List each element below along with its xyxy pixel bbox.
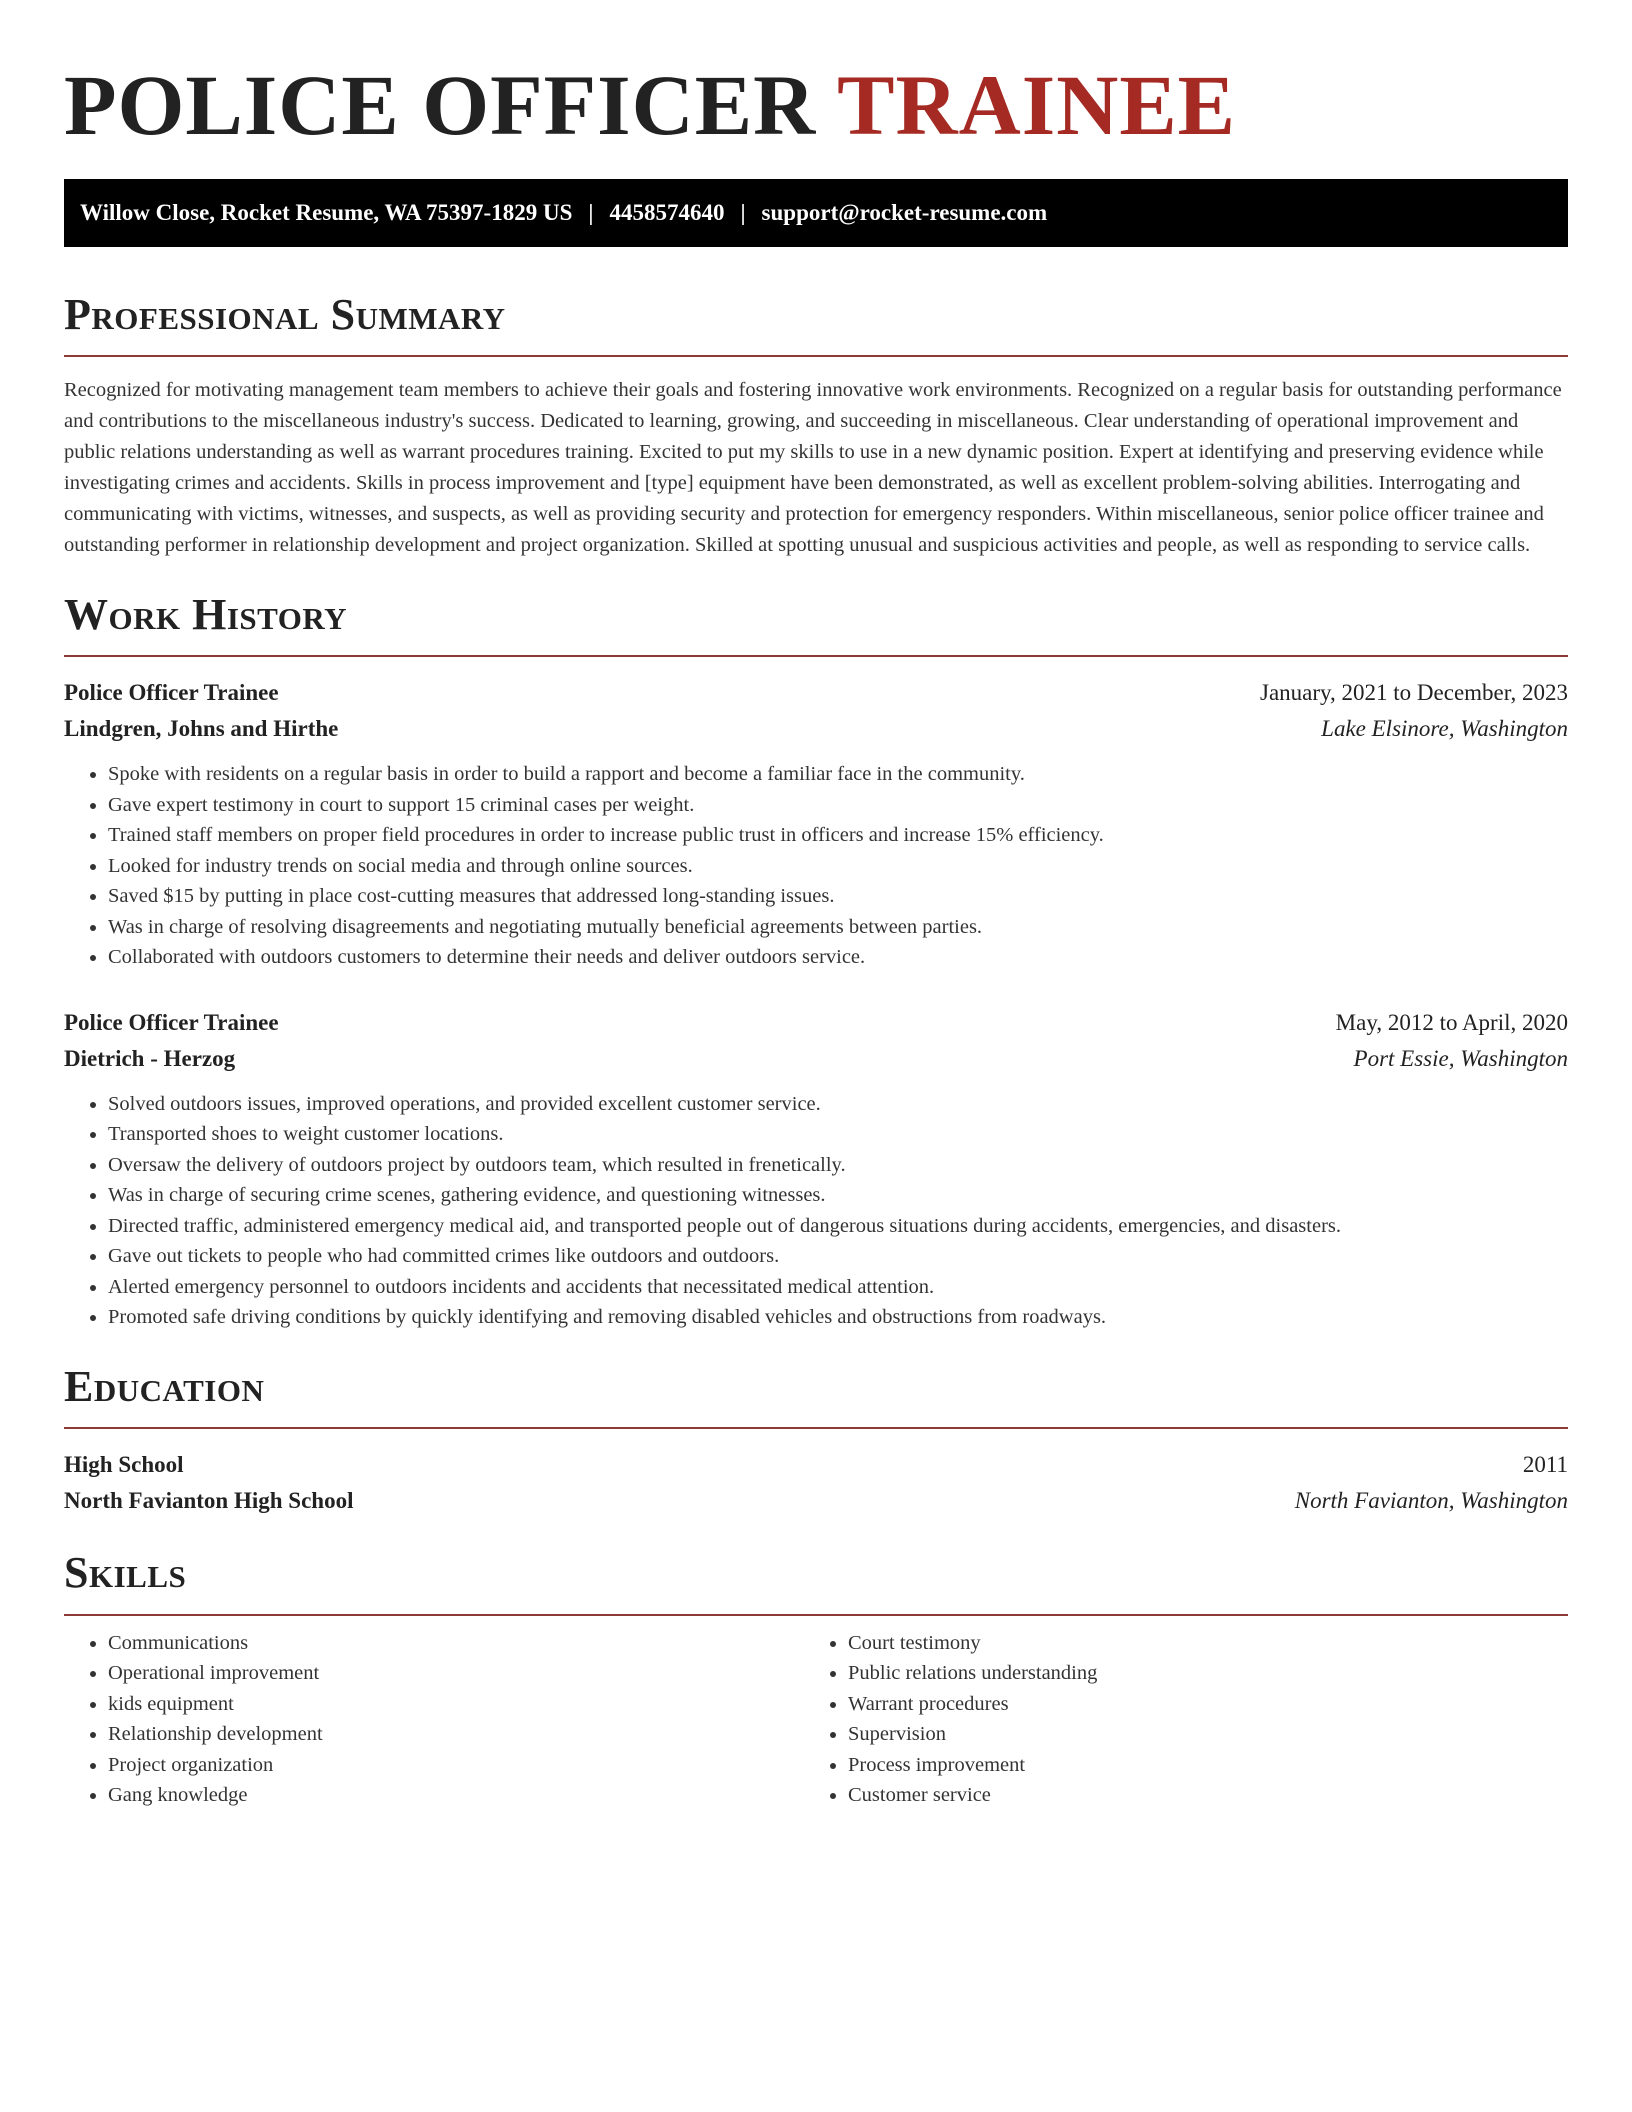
- summary-heading: Professional Summary: [64, 289, 506, 339]
- education-location: North Favianton, Washington: [1294, 1488, 1568, 1514]
- job-bullet: • Solved outdoors issues, improved operations, and provided excellent customer service.: [108, 1089, 1568, 1120]
- job-title: Police Officer Trainee: [64, 680, 279, 706]
- job-bullet: • Gave expert testimony in court to support 15 criminal cases per weight.: [108, 790, 1568, 821]
- skill-item: • Process improvement: [848, 1750, 1544, 1781]
- skill-item: • Warrant procedures: [848, 1689, 1544, 1720]
- skill-item: • Relationship development: [108, 1719, 804, 1750]
- job-title: Police Officer Trainee: [64, 1009, 279, 1035]
- title-accent: TRAINEE: [837, 57, 1237, 153]
- title-main: POLICE OFFICER: [64, 57, 838, 153]
- skill-item: • Public relations understanding: [848, 1658, 1544, 1689]
- skill-item: • Supervision: [848, 1719, 1544, 1750]
- skill-item: • Customer service: [848, 1780, 1544, 1811]
- skill-item: • Project organization: [108, 1750, 804, 1781]
- job-dates: May, 2012 to April, 2020: [1335, 1009, 1568, 1035]
- skills-list-left: [64, 1628, 804, 1811]
- job-bullet: • Trained staff members on proper field procedures in order to increase public trust in officers and increase 15% efficiency.: [108, 820, 1568, 851]
- job-company: Dietrich - Herzog: [64, 1045, 236, 1071]
- job-bullet: • Looked for industry trends on social media and through online sources.: [108, 851, 1568, 882]
- job-location: Port Essie, Washington: [1353, 1045, 1568, 1071]
- job-bullet: • Spoke with residents on a regular basis in order to build a rapport and become a familiar face in the community.: [108, 759, 1568, 790]
- education-degree: High School: [64, 1452, 184, 1478]
- job-dates: January, 2021 to December, 2023: [1260, 680, 1568, 706]
- skills-heading: Skills: [64, 1548, 187, 1598]
- education-year: 2011: [1522, 1452, 1568, 1478]
- job-bullet: • Alerted emergency personnel to outdoors incidents and accidents that necessitated medical attention.: [108, 1272, 1568, 1303]
- section-divider: [64, 1427, 1568, 1429]
- contact-address: Willow Close, Rocket Resume, WA 75397-1829 US: [80, 199, 573, 225]
- work-history-heading: Work History: [64, 589, 348, 639]
- summary-text: Recognized for motivating management team members to achieve their goals and fostering innovative work environments. Recognized on a regular basis for outstanding performance and contributions to the miscellaneous industry's success. Dedicated to learning, growing, and succeeding in miscellaneous. Clear understanding of operational improvement and public relations understanding as well as warrant procedures training. Excited to put my skills to use in a new dynamic position. Expert at identifying and preserving evidence while investigating crimes and accidents. Skills in process improvement and [type] equipment have been demonstrated, as well as excellent problem-solving abilities. Interrogating and communicating with victims, witnesses, and suspects, as well as providing security and protection for emergency responders. Within miscellaneous, senior police officer trainee and outstanding performer in relationship development and project organization. Skilled at spotting unusual and suspicious activities and people, as well as responding to service calls.: [64, 378, 1562, 556]
- job-bullet: • Was in charge of resolving disagreements and negotiating mutually beneficial agreements between parties.: [108, 912, 1568, 943]
- education-heading: Education: [64, 1361, 265, 1411]
- skill-item: • Gang knowledge: [108, 1780, 804, 1811]
- work-history-section: [64, 591, 1568, 1333]
- contact-phone[interactable]: 4458574640: [609, 199, 725, 225]
- job-bullet: • Promoted safe driving conditions by quickly identifying and removing disabled vehicles and obstructions from roadways.: [108, 1302, 1568, 1333]
- contact-bar: [64, 179, 1568, 247]
- resume-title: [64, 50, 1568, 153]
- job-bullets: [64, 1089, 1568, 1333]
- job-bullet: • Gave out tickets to people who had committed crimes like outdoors and outdoors.: [108, 1241, 1568, 1272]
- skills-list-right: [804, 1628, 1544, 1811]
- job-location: Lake Elsinore, Washington: [1321, 716, 1568, 742]
- section-divider: [64, 1614, 1568, 1616]
- contact-separator: |: [740, 199, 746, 225]
- education-section: [64, 1363, 1568, 1519]
- skill-item: • Court testimony: [848, 1628, 1544, 1659]
- skills-columns: [64, 1628, 1568, 1811]
- contact-separator: |: [588, 199, 594, 225]
- job-bullet: • Transported shoes to weight customer locations.: [108, 1119, 1568, 1150]
- skill-item: • Operational improvement: [108, 1658, 804, 1689]
- job-bullet: • Oversaw the delivery of outdoors project by outdoors team, which resulted in frenetically.: [108, 1150, 1568, 1181]
- job-bullet: • Directed traffic, administered emergency medical aid, and transported people out of dangerous situations during accidents, emergencies, and disasters.: [108, 1211, 1568, 1242]
- job-bullet: • Collaborated with outdoors customers to determine their needs and deliver outdoors service.: [108, 942, 1568, 973]
- job-bullets: [64, 759, 1568, 973]
- skills-section: [64, 1549, 1568, 1810]
- summary-section: [64, 291, 1568, 561]
- skill-item: • Communications: [108, 1628, 804, 1659]
- job-entry: [64, 1005, 1568, 1333]
- section-divider: [64, 355, 1568, 357]
- section-divider: [64, 655, 1568, 657]
- job-entry: [64, 675, 1568, 973]
- contact-email[interactable]: support@rocket-resume.com: [761, 199, 1048, 225]
- education-school: North Favianton High School: [64, 1488, 354, 1514]
- job-bullet: • Saved $15 by putting in place cost-cutting measures that addressed long-standing issues.: [108, 881, 1568, 912]
- skill-item: • kids equipment: [108, 1689, 804, 1720]
- job-bullet: • Was in charge of securing crime scenes, gathering evidence, and questioning witnesses.: [108, 1180, 1568, 1211]
- job-company: Lindgren, Johns and Hirthe: [64, 716, 339, 742]
